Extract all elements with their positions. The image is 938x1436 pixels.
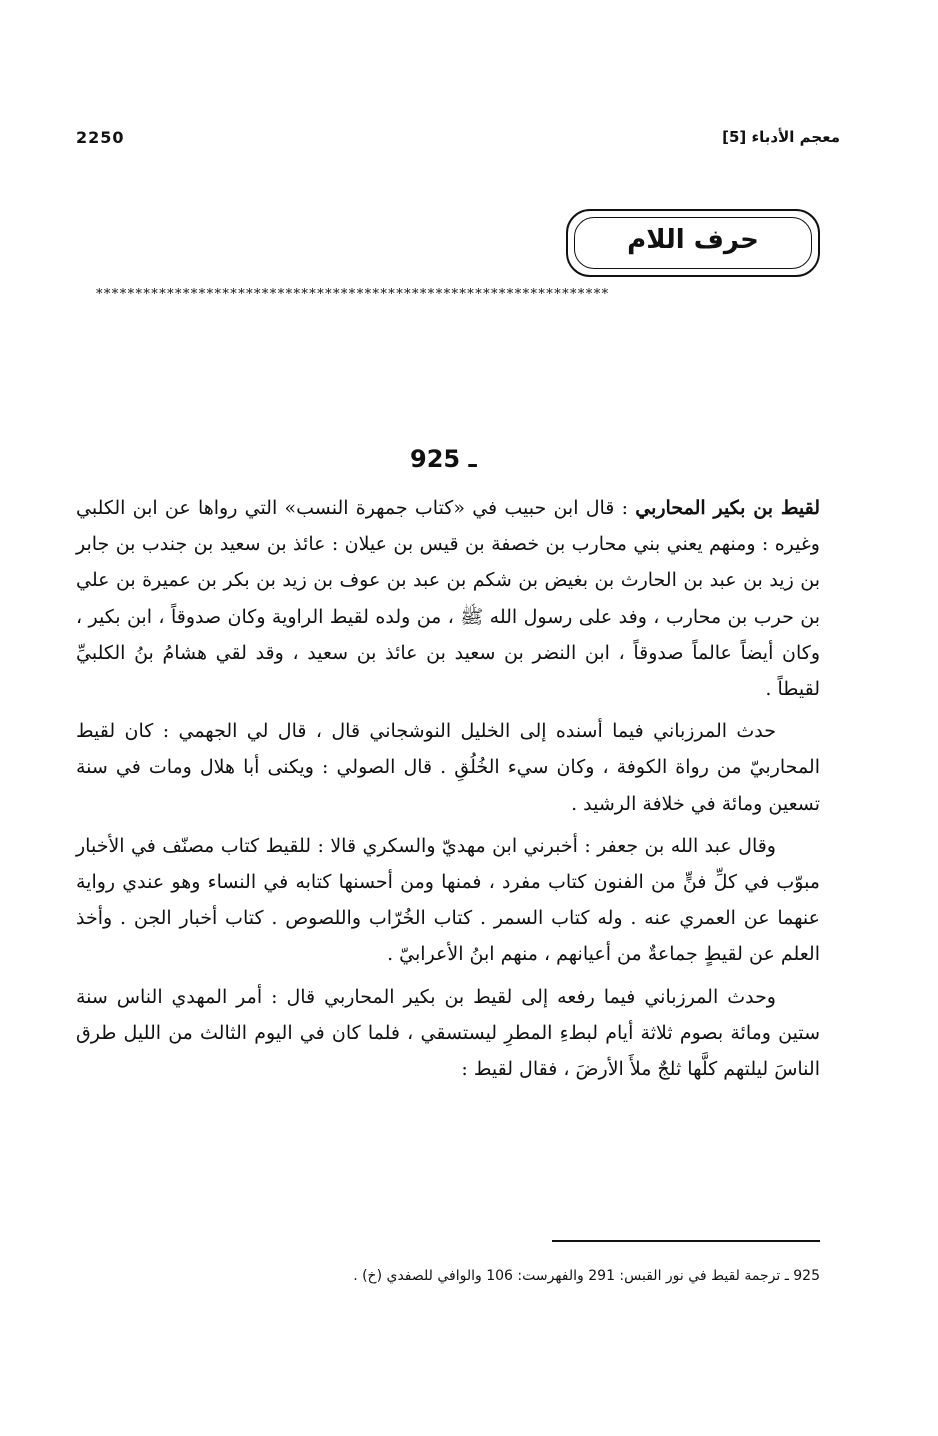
paragraph: وحدث المرزباني فيما رفعه إلى لقيط بن بكير المحاربي قال : أمر المهدي الناس سنة ستين ومائة بصوم ثلاثة أيام لبطءِ المطرِ ليستسقي ، فلما كان في اليوم الثالث من الليل طرق الناسَ ليلتهم كلَّها ثلجٌ ملأَ الأرضَ ، فقال لقيط : xyxy=(76,985,820,1081)
paragraph: وقال عبد الله بن جعفر : أخبرني ابن مهديّ والسكري قالا : للقيط كتاب مصنّف في الأخبار مبوّب في كلِّ فنٍّ من الفنون كتاب مفرد ، فمنها ومن أحسنها كتابه في النساء وهو عندي رواية عنهما عن العمري عنه . وله كتاب السمر . كتاب الخُرّاب واللصوص . كتاب أخبار الجن . وأخذ العلم عن لقيطٍ جماعةٌ من أعيانهم ، منهم ابنُ الأعرابيّ . xyxy=(76,834,820,966)
footnote-divider xyxy=(552,1240,820,1242)
entry-subject: لقيط بن بكير المحاربي xyxy=(635,497,820,519)
chapter-heading-box xyxy=(566,209,820,277)
footnote: 925 ـ ترجمة لقيط في نور القبس: 291 والفهرست: 106 والوافي للصفدي (خ) . xyxy=(353,1268,820,1284)
paragraph: حدث المرزباني فيما أسنده إلى الخليل النوشجاني قال ، قال لي الجهمي : كان لقيط المحاربيّ من رواة الكوفة ، وكان سيء الخُلُقِ . قال الصولي : ويكنى أبا هلال ومات في سنة تسعين ومائة في خلافة الرشيد . xyxy=(76,720,820,815)
paragraph-text: : قال ابن حبيب في «كتاب جمهرة النسب» التي رواها عن ابن الكلبي وغيره : ومنهم يعني بني محارب بن خصفة بن قيس بن عيلان : عائذ بن سعيد بن جندب بن جابر بن زيد بن عبد بن الحارث بن بغيض بن شكم بن عبد بن عوف بن زيد بن بكر بن عميرة بن علي بن حرب بن محارب ، وفد على رسول الله ﷺ ، من ولده لقيط الراوية وكان صدوقاً ، ابن بكير ، وكان أيضاً عالماً صدوقاً ، ابن النضر بن سعيد بن عائذ بن سعيد ، وقد لقي هشامُ بنُ الكلبيِّ لقيطاً . xyxy=(76,497,820,701)
ornamental-star-rule: ***************************************************************** xyxy=(96,287,610,302)
paragraph xyxy=(76,490,820,707)
entry-number: 925 ـ xyxy=(410,445,477,473)
running-title: معجم الأدباء [5] xyxy=(722,128,840,146)
page-number: 2250 xyxy=(76,128,125,147)
page-header xyxy=(76,128,840,152)
chapter-title: حرف اللام xyxy=(627,225,759,255)
entry-body xyxy=(76,490,820,1087)
